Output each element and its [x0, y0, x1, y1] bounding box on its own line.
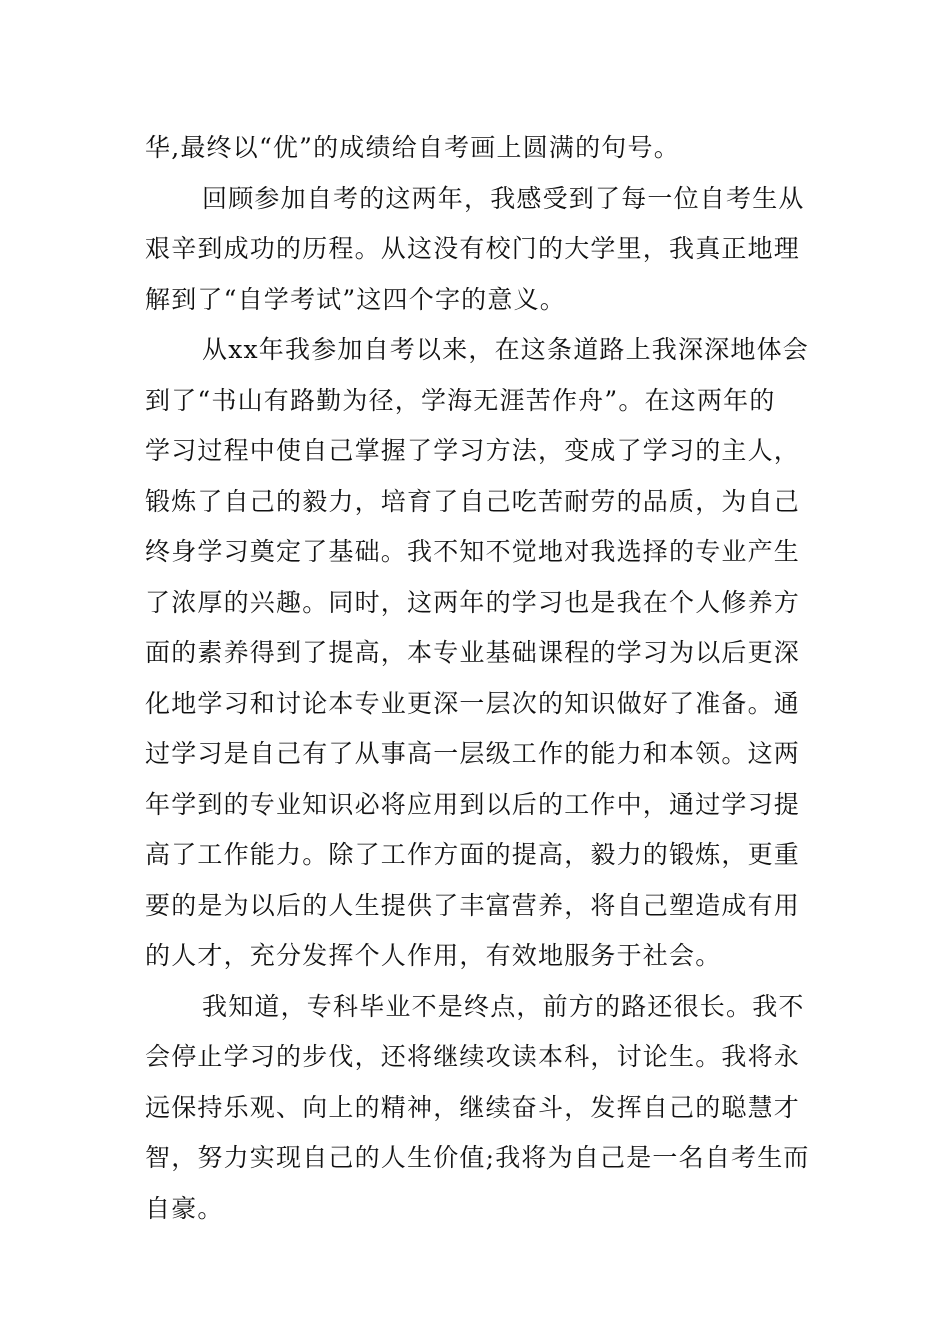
- text-line: 华,最终以“优”的成绩给自考画上圆满的句号。: [145, 133, 680, 162]
- text-line: 会停止学习的步伐，还将继续攻读本科，讨论生。我将永: [145, 1042, 801, 1071]
- text-line: 年学到的专业知识必将应用到以后的工作中，通过学习提: [145, 789, 801, 819]
- paragraph-4: [145, 982, 810, 1235]
- text-line: 面的素养得到了提高，本专业基础课程的学习为以后更深: [145, 638, 801, 667]
- text-line: 化地学习和讨论本专业更深一层次的知识做好了准备。通: [145, 688, 801, 718]
- text-line: 到了“书山有路勤为径，学海无涯苦作舟”。在这两年的: [145, 385, 776, 415]
- text-line: 我知道，专科毕业不是终点，前方的路还很长。我不: [202, 991, 805, 1021]
- paragraph-2: [145, 174, 810, 326]
- text-line: 自豪。: [145, 1193, 224, 1223]
- text-line: 从xx年我参加自考以来，在这条道路上我深深地体会: [202, 335, 810, 364]
- text-line: 锻炼了自己的毅力，培育了自己吃苦耐劳的品质，为自己: [145, 486, 801, 516]
- text-line: 回顾参加自考的这两年，我感受到了每一位自考生从: [202, 183, 805, 213]
- paragraph-1: [145, 123, 810, 174]
- text-line: 解到了“自学考试”这四个字的意义。: [145, 284, 566, 314]
- text-line: 过学习是自己有了从事高一层级工作的能力和本领。这两: [145, 739, 801, 768]
- text-line: 智，努力实现自己的人生价值;我将为自己是一名自考生而: [145, 1143, 810, 1172]
- text-line: 要的是为以后的人生提供了丰富营养，将自己塑造成有用: [145, 890, 801, 920]
- text-line: 学习过程中使自己掌握了学习方法，变成了学习的主人，: [145, 436, 801, 465]
- text-line: 了浓厚的兴趣。同时，这两年的学习也是我在个人修养方: [145, 587, 801, 617]
- text-line: 高了工作能力。除了工作方面的提高，毅力的锻炼，更重: [145, 840, 801, 869]
- text-line: 的人才，充分发挥个人作用，有效地服务于社会。: [145, 941, 722, 970]
- text-line: 远保持乐观、向上的精神，继续奋斗，发挥自己的聪慧才: [145, 1092, 801, 1122]
- text-line: 终身学习奠定了基础。我不知不觉地对我选择的专业产生: [145, 537, 801, 566]
- paragraph-3: [145, 325, 810, 982]
- body-text: [145, 123, 810, 1234]
- text-line: 艰辛到成功的历程。从这没有校门的大学里，我真正地理: [145, 234, 801, 263]
